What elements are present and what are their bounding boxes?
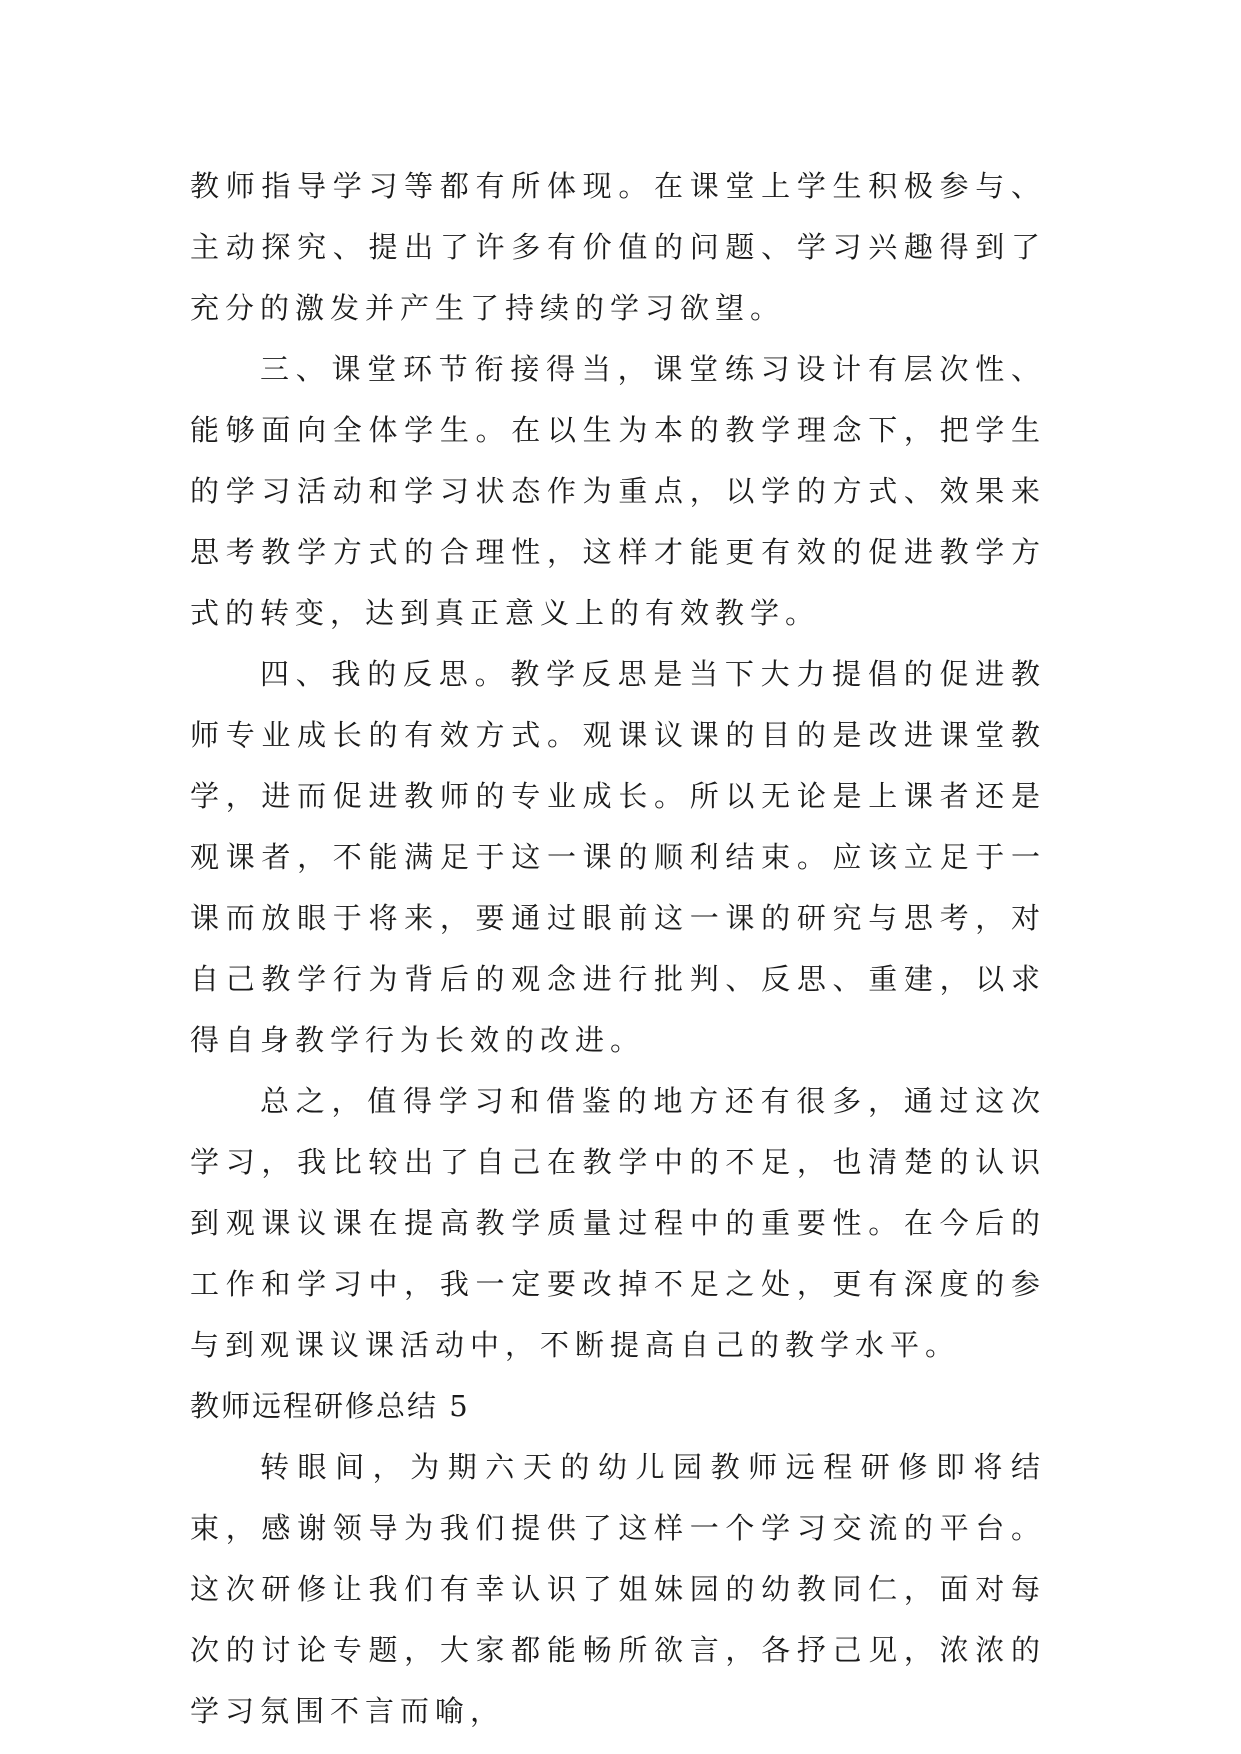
paragraph-summary-five-intro: 转眼间，为期六天的幼儿园教师远程研修即将结束，感谢领导为我们提供了这样一个学习交流的平台。这次研修让我们有幸认识了姐妹园的幼教同仁，面对每次的讨论专题，大家都能畅所欲言，各抒己见，浓浓的学习氛围不言而喻， (190, 1450, 1046, 1728)
section-heading: 教师远程研修总结 5 (190, 1389, 470, 1423)
paragraph-continuation: 教师指导学习等都有所体现。在课堂上学生积极参与、主动探究、提出了许多有价值的问题、学习兴趣得到了充分的激发并产生了持续的学习欲望。 (190, 169, 1046, 325)
paragraph-conclusion: 总之，值得学习和借鉴的地方还有很多，通过这次学习，我比较出了自己在教学中的不足，也清楚的认识到观课议课在提高教学质量过程中的重要性。在今后的工作和学习中，我一定要改掉不足之处，更有深度的参与到观课议课活动中，不断提高自己的教学水平。 (190, 1084, 1046, 1362)
document-body (190, 156, 1046, 1742)
paragraph-point-three: 三、课堂环节衔接得当，课堂练习设计有层次性、能够面向全体学生。在以生为本的教学理念下，把学生的学习活动和学习状态作为重点，以学的方式、效果来思考教学方式的合理性，这样才能更有效的促进教学方式的转变，达到真正意义上的有效教学。 (190, 352, 1046, 630)
paragraph-point-four: 四、我的反思。教学反思是当下大力提倡的促进教师专业成长的有效方式。观课议课的目的是改进课堂教学，进而促进教师的专业成长。所以无论是上课者还是观课者，不能满足于这一课的顺利结束。应该立足于一课而放眼于将来，要通过眼前这一课的研究与思考，对自己教学行为背后的观念进行批判、反思、重建，以求得自身教学行为长效的改进。 (190, 657, 1046, 1057)
